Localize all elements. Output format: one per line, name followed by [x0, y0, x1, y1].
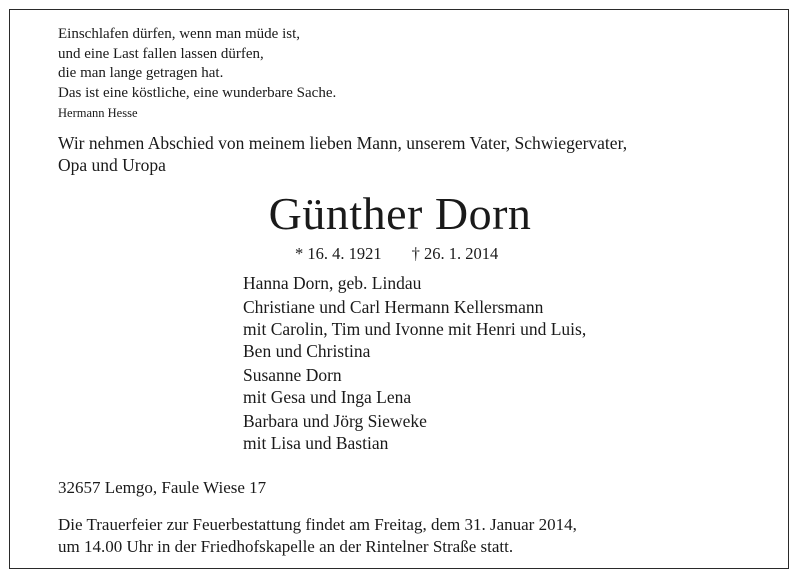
poem-line: und eine Last fallen lassen dürfen, — [58, 45, 264, 62]
life-dates — [295, 244, 498, 264]
mourner-line: Ben und Christina — [243, 341, 371, 361]
mourner-group — [243, 272, 586, 294]
mourner-line: mit Carolin, Tim und Ivonne mit Henri und Luis, — [243, 319, 587, 339]
mourner-group — [243, 410, 586, 454]
birth-date: * 16. 4. 1921 — [295, 244, 382, 263]
service-line: um 14.00 Uhr in der Friedhofskapelle an der Rintelner Straße statt. — [58, 536, 514, 556]
death-date: † 26. 1. 2014 — [411, 244, 499, 263]
farewell-intro — [58, 132, 627, 176]
mourner-line: Susanne Dorn — [243, 365, 342, 385]
poem-author: Hermann Hesse — [58, 106, 138, 120]
mourner-line: mit Lisa und Bastian — [243, 433, 389, 453]
intro-line: Wir nehmen Abschied von meinem lieben Mann, unserem Vater, Schwiegervater, — [58, 133, 628, 153]
mourner-group — [243, 296, 586, 362]
poem-line: Einschlafen dürfen, wenn man müde ist, — [58, 26, 301, 42]
service-line: Die Trauerfeier zur Feuerbestattung findet am Freitag, dem 31. Januar 2014, — [58, 515, 577, 534]
intro-line: Opa und Uropa — [58, 155, 166, 175]
poem-line: Das ist eine köstliche, eine wunderbare Sache. — [58, 84, 337, 101]
mourners-list — [243, 272, 586, 456]
funeral-service-notice — [58, 514, 577, 557]
poem-line: die man lange getragen hat. — [58, 65, 224, 81]
poem-block — [58, 25, 336, 123]
family-address: 32657 Lemgo, Faule Wiese 17 — [58, 478, 267, 497]
mourner-line: mit Gesa und Inga Lena — [243, 387, 412, 407]
mourner-line: Barbara und Jörg Sieweke — [243, 411, 427, 431]
mourner-line: Hanna Dorn, geb. Lindau — [243, 273, 422, 293]
deceased-name: Günther Dorn — [268, 188, 532, 239]
mourner-line: Christiane und Carl Hermann Kellersmann — [243, 297, 544, 317]
mourner-group — [243, 364, 586, 408]
